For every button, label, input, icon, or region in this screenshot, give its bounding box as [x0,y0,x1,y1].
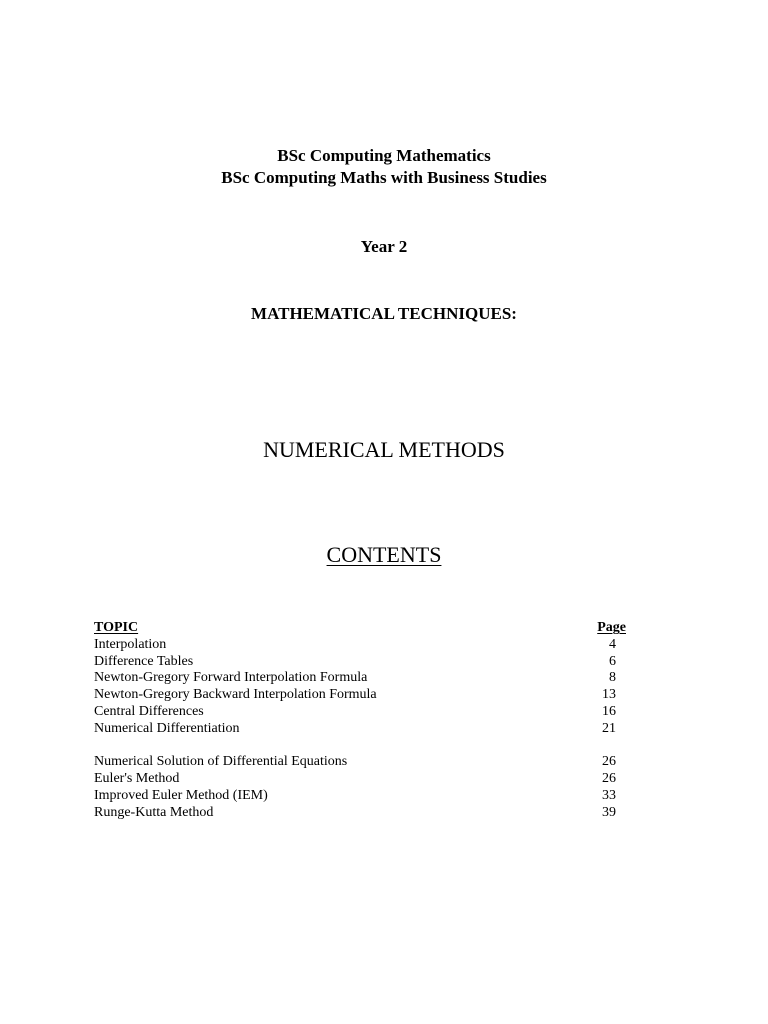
toc-topic: Interpolation [94,636,167,652]
toc-page-number: 26 [602,771,616,787]
toc-topic: Newton-Gregory Forward Interpolation Formula [94,670,368,686]
table-of-contents [94,620,626,822]
toc-header-topic: TOPIC [94,620,139,635]
toc-topic: Newton-Gregory Backward Interpolation Formula [94,687,377,703]
toc-topic: Runge-Kutta Method [94,804,214,820]
toc-page-number: 26 [602,754,616,770]
toc-page-number: 39 [602,804,616,820]
toc-page-number: 8 [609,670,616,686]
toc-row [94,805,626,822]
toc-row [94,771,626,788]
toc-topic: Improved Euler Method (IEM) [94,787,268,803]
toc-page-number: 4 [609,636,616,652]
toc-topic: Central Differences [94,703,204,719]
toc-topic: Numerical Solution of Differential Equations [94,754,348,770]
toc-page-number: 33 [602,787,616,803]
toc-row [94,637,626,654]
toc-row [94,654,626,671]
program-title-line-2: BSc Computing Maths with Business Studies [221,168,547,187]
toc-page-number: 6 [609,653,616,669]
contents-heading [0,541,768,569]
program-title-line-1: BSc Computing Mathematics [277,146,491,165]
contents-heading-text: CONTENTS [326,542,442,567]
toc-header-row [94,620,626,637]
subject-title: NUMERICAL METHODS [263,437,505,462]
toc-row [94,704,626,721]
toc-topic: Euler's Method [94,771,180,787]
toc-row [94,687,626,704]
toc-row [94,670,626,687]
toc-row [94,754,626,771]
toc-topic: Difference Tables [94,653,194,669]
toc-page-number: 21 [602,720,616,736]
toc-row [94,788,626,805]
toc-topic: Numerical Differentiation [94,720,240,736]
toc-header-page: Page [597,620,626,635]
year-label: Year 2 [360,237,408,256]
toc-page-number: 13 [602,687,616,703]
toc-page-number: 16 [602,703,616,719]
toc-row [94,721,626,738]
module-title: MATHEMATICAL TECHNIQUES: [251,304,517,323]
